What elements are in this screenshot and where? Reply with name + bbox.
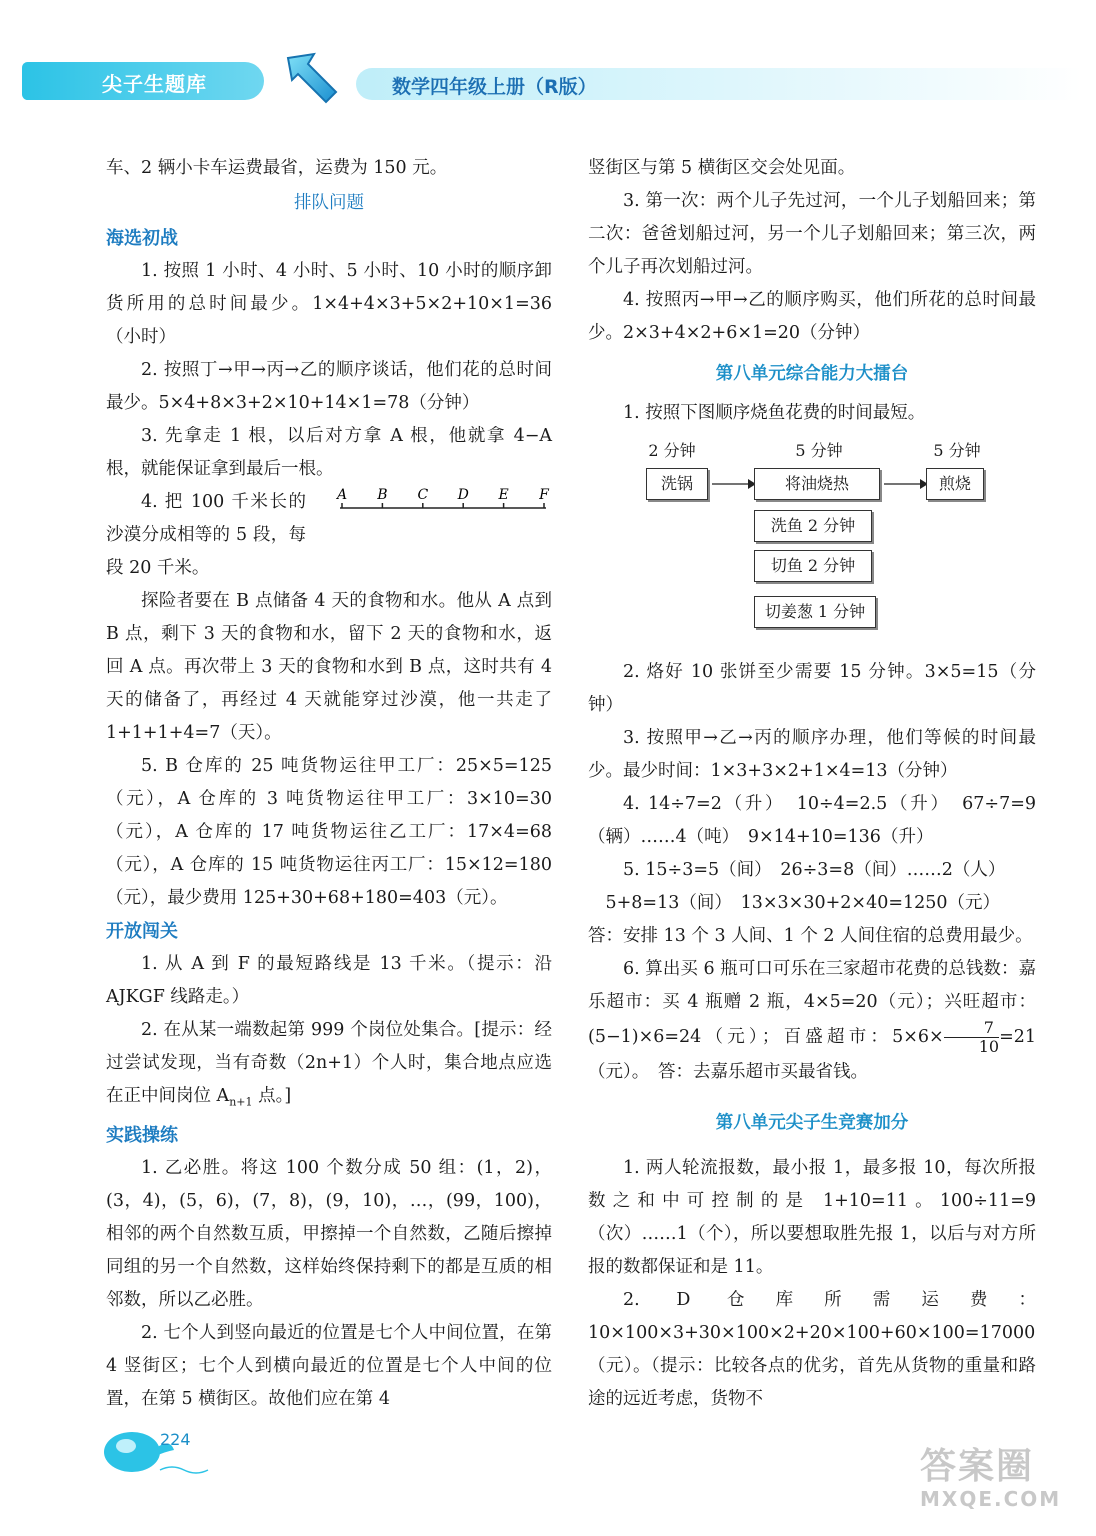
answer-paragraph: 5+8=13（间） 13×3×30+2×40=1250（元） [605,893,1001,913]
unit-title: 第八单元尖子生竞赛加分 [715,1113,909,1133]
header-badge-title: 尖子生题库 [102,72,207,96]
flow-step: 切姜葱 1 分钟 [754,596,876,628]
fraction-numerator: 7 [944,1019,999,1038]
answer-paragraph: 5. 15÷3=5（间） 26÷3=8（间）……2（人） [623,860,1006,880]
answer-paragraph: 2. 七个人到竖向最近的位置是七个人中间位置，在第 4 竖街区；七个人到横向最近的位置是七个人中间的位置，在第 5 横街区。故他们应在第 4 [106,1322,552,1409]
header-bar [356,68,1082,100]
section-heading: 排队问题 [294,193,364,213]
flow-diagram [588,434,1036,650]
left-column [106,152,552,1416]
segment-line-diagram [338,486,548,526]
subscript: n+1 [229,1095,253,1109]
segment-point-label: D [457,487,469,503]
answer-paragraph [106,1014,552,1119]
answer-paragraph: 2. 烙好 10 张饼至少需要 15 分钟。3×5=15（分钟） [588,662,1036,715]
answer-paragraph: 1. 从 A 到 F 的最短路线是 13 千米。（提示：沿 AJKGF 线路走。） [106,954,552,1007]
book-title: 数学四年级上册（R版） [392,76,597,98]
text-run: =21（元）。 答：去嘉乐超市买最省钱。 [588,1027,1036,1082]
answer-paragraph: 5. B 仓库的 25 吨货物运往甲工厂：25×5=125（元），A 仓库的 3 吨货物运往甲工厂：3×10=30（元），A 仓库的 17 吨货物运往乙工厂：17×4=68（元），A 仓库的 15 吨货物运往丙工厂：15×12=180（元），最少费用 125+30+68+180=403（元）。 [106,756,552,908]
flow-step: 洗鱼 2 分钟 [754,510,872,542]
answer-paragraph: 探险者要在 B 点储备 4 天的食物和水。他从 A 点到 B 点，剩下 3 天的食物和水，留下 2 天的食物和水，返回 A 点。再次带上 3 天的食物和水到 B 点，这时共有 4 天的储备了，再经过 4 天就能穿过沙漠，他一共走了 1+1+1+4=7（天）。 [106,591,552,743]
flow-step: 洗锅 [646,468,708,500]
section-title: 海选初战 [106,228,178,249]
flow-step: 煎烧 [926,468,984,500]
answer-paragraph [588,953,1036,1089]
segment-point-label: C [417,487,429,503]
answer-paragraph: 答：安排 13 个 3 人间、1 个 2 人间住宿的总费用最少。 [588,926,1033,946]
watermark-line: MXQE.COM [920,1487,1062,1511]
text-line: 竖街区与第 5 横街区交会处见面。 [588,158,856,178]
answer-paragraph: 3. 先拿走 1 根，以后对方拿 A 根，他就拿 4−A 根，就能保证拿到最后一根。 [106,426,552,479]
answer-paragraph: 4. 把 100 千米长的沙漠分成相等的 5 段，每段 20 千米。 [106,492,306,578]
watermark [920,1438,1061,1511]
text-line: 车、2 辆小卡车运费最省，运费为 150 元。 [106,158,448,178]
time-label: 2 分钟 [648,441,696,460]
answer-paragraph: 1. 按照 1 小时、4 小时、5 小时、10 小时的顺序卸货所用的总时间最少。1×4+4×3+5×2+10×1=36（小时） [106,261,552,347]
watermark-line: 答案圈 [920,1446,1035,1487]
fraction-denominator: 10 [978,1037,1000,1056]
arrow-icon [284,50,340,106]
answer-paragraph: 3. 按照甲→乙→丙的顺序办理，他们等候的时间最少。最少时间：1×3+3×2+1×4=13（分钟） [588,728,1036,781]
header-badge [22,62,264,100]
right-column [588,152,1036,1416]
flow-step: 将油烧热 [754,468,880,500]
arrow-right-icon [884,474,928,494]
time-label: 5 分钟 [795,441,843,460]
answer-paragraph: 1. 乙必胜。将这 100 个数分成 50 组：(1，2)，(3，4)，(5，6)，(7，8)，(9，10)，…，(99，100)，相邻的两个自然数互质，甲擦掉一个自然数，乙随后擦掉同组的另一个自然数，这样始终保持剩下的都是互质的相邻数，所以乙必胜。 [106,1157,552,1310]
section-title: 实践操练 [106,1124,178,1146]
answer-paragraph: 2. D 仓库所需运费：10×100×3+30×100×2+20×100+60×100=17000（元）。（提示：比较各点的优劣，首先从货物的重量和路途的远近考虑，货物不 [588,1290,1036,1409]
fraction [944,1019,999,1056]
answer-paragraph: 3. 第一次：两个儿子先过河，一个儿子划船回来；第二次：爸爸划船过河，另一个儿子划船回来；第三次，两个儿子再次划船过河。 [588,191,1036,277]
segment-figure-block [106,486,552,585]
answer-paragraph: 2. 按照丁→甲→丙→乙的顺序谈话，他们花的总时间最少。5×4+8×3+2×10+14×1=78（分钟） [106,360,552,413]
time-label: 5 分钟 [933,441,981,460]
segment-point-label: E [498,487,509,503]
flow-step: 切鱼 2 分钟 [754,550,872,582]
page-number: 224 [160,1430,191,1449]
text-run: 6. 算出买 6 瓶可口可乐在三家超市花费的总钱数：嘉乐超市：买 4 瓶赠 2 瓶，4×5=20（元）；兴旺超市：(5−1)×6=24（元）；百盛超市：5×6× [588,959,1036,1047]
text-run: 2. 在从某一端数起第 999 个岗位处集合。[提示：经过尝试发现，当有奇数（2n+1）个人时，集合地点应选在正中间岗位 A [106,1020,552,1106]
text-run: 点。] [252,1086,292,1106]
answer-paragraph: 1. 两人轮流报数，最小报 1，最多报 10，每次所报数之和中可控制的是 1+10=11。100÷11=9（次）……1（个），所以要想取胜先报 1，以后与对方所报的数都保证和是 11。 [588,1158,1036,1277]
section-title: 开放闯关 [106,921,178,942]
answer-paragraph: 4. 按照丙→甲→乙的顺序购买，他们所花的总时间最少。2×3+4×2+6×1=20（分钟） [588,290,1036,343]
arrow-right-icon [712,474,756,494]
segment-point-label: A [336,487,348,503]
segment-point-label: F [539,487,549,503]
segment-point-label: B [377,487,388,503]
answer-paragraph: 1. 按照下图顺序烧鱼花费的时间最短。 [623,403,926,423]
unit-title: 第八单元综合能力大擂台 [715,364,909,384]
answer-paragraph: 4. 14÷7=2（升） 10÷4=2.5（升） 67÷7=9（辆）……4（吨） 9×14+10=136（升） [588,794,1036,847]
